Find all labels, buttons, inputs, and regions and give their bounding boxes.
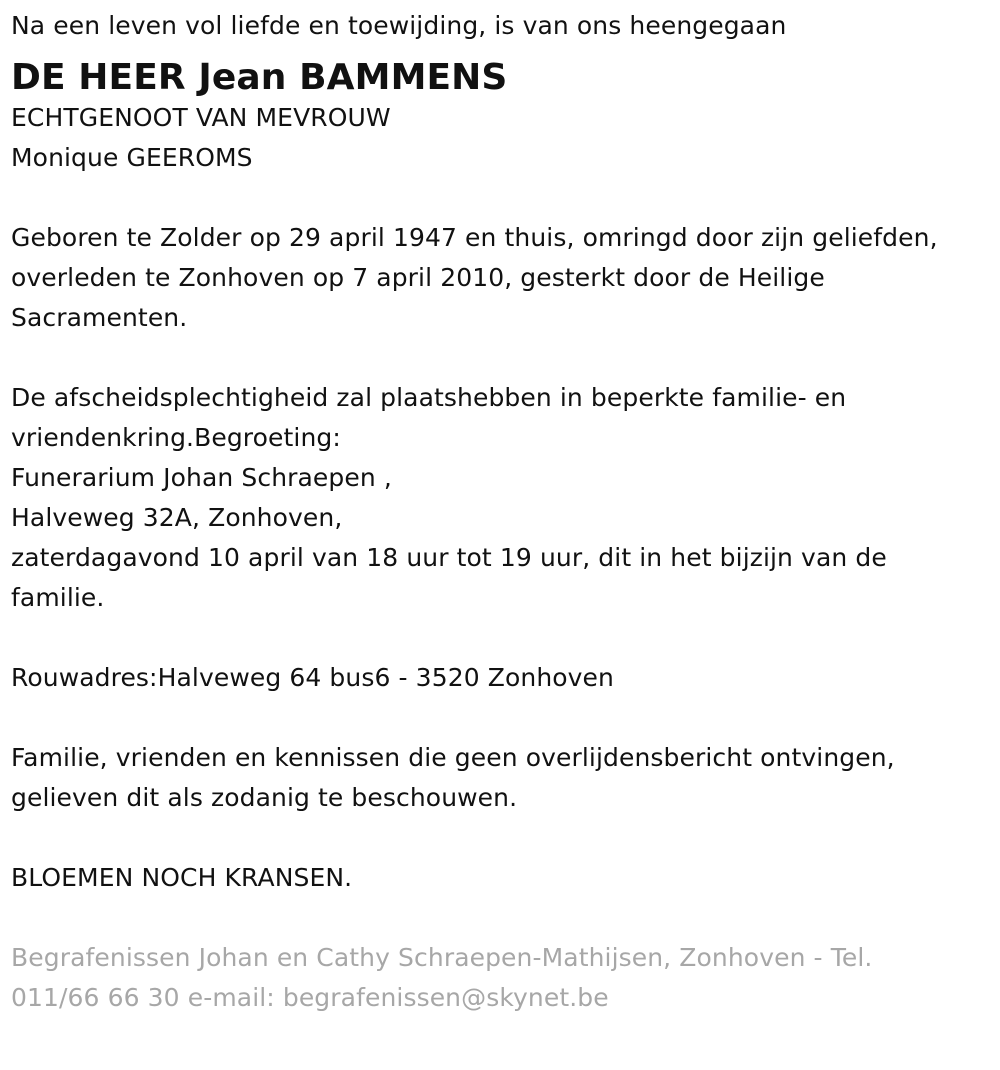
ceremony-venue: Funerarium Johan Schraepen , <box>11 463 392 492</box>
spacer <box>11 818 988 858</box>
notice-line-1: Familie, vrienden en kennissen die geen overlijdensbericht ontvingen, <box>11 743 895 772</box>
deceased-name: DE HEER Jean BAMMENS <box>11 57 508 98</box>
ceremony-line-2: vriendenkring.Begroeting: <box>11 423 341 452</box>
birth-death-paragraph <box>11 218 988 338</box>
spacer <box>11 178 988 218</box>
ceremony-paragraph <box>11 378 988 618</box>
ceremony-time-line-2: familie. <box>11 583 105 612</box>
mourning-address: Rouwadres:Halveweg 64 bus6 - 3520 Zonhoven <box>11 663 614 692</box>
spacer <box>11 618 988 658</box>
birth-death-line-2: overleden te Zonhoven op 7 april 2010, gesterkt door de Heilige <box>11 263 825 292</box>
spouse-title: ECHTGENOOT VAN MEVROUW <box>11 103 391 132</box>
spacer <box>11 338 988 378</box>
footer-line-2: 011/66 66 30 e-mail: begrafenissen@skynet.be <box>11 983 609 1012</box>
intro-text: Na een leven vol liefde en toewijding, is van ons heengegaan <box>11 11 787 40</box>
ceremony-line-1: De afscheidsplechtigheid zal plaatshebben in beperkte familie- en <box>11 383 847 412</box>
spacer <box>11 698 988 738</box>
funeral-home-footer <box>11 938 988 1018</box>
spouse-name: Monique GEEROMS <box>11 143 253 172</box>
notice-paragraph <box>11 738 988 818</box>
notice-line-2: gelieven dit als zodanig te beschouwen. <box>11 783 518 812</box>
birth-death-line-3: Sacramenten. <box>11 303 188 332</box>
ceremony-time-line-1: zaterdagavond 10 april van 18 uur tot 19 uur, dit in het bijzijn van de <box>11 543 887 572</box>
flowers-notice: BLOEMEN NOCH KRANSEN. <box>11 863 353 892</box>
spacer <box>11 898 988 938</box>
footer-line-1: Begrafenissen Johan en Cathy Schraepen-Mathijsen, Zonhoven - Tel. <box>11 943 873 972</box>
ceremony-address: Halveweg 32A, Zonhoven, <box>11 503 343 532</box>
birth-death-line-1: Geboren te Zolder op 29 april 1947 en thuis, omringd door zijn geliefden, <box>11 223 938 252</box>
